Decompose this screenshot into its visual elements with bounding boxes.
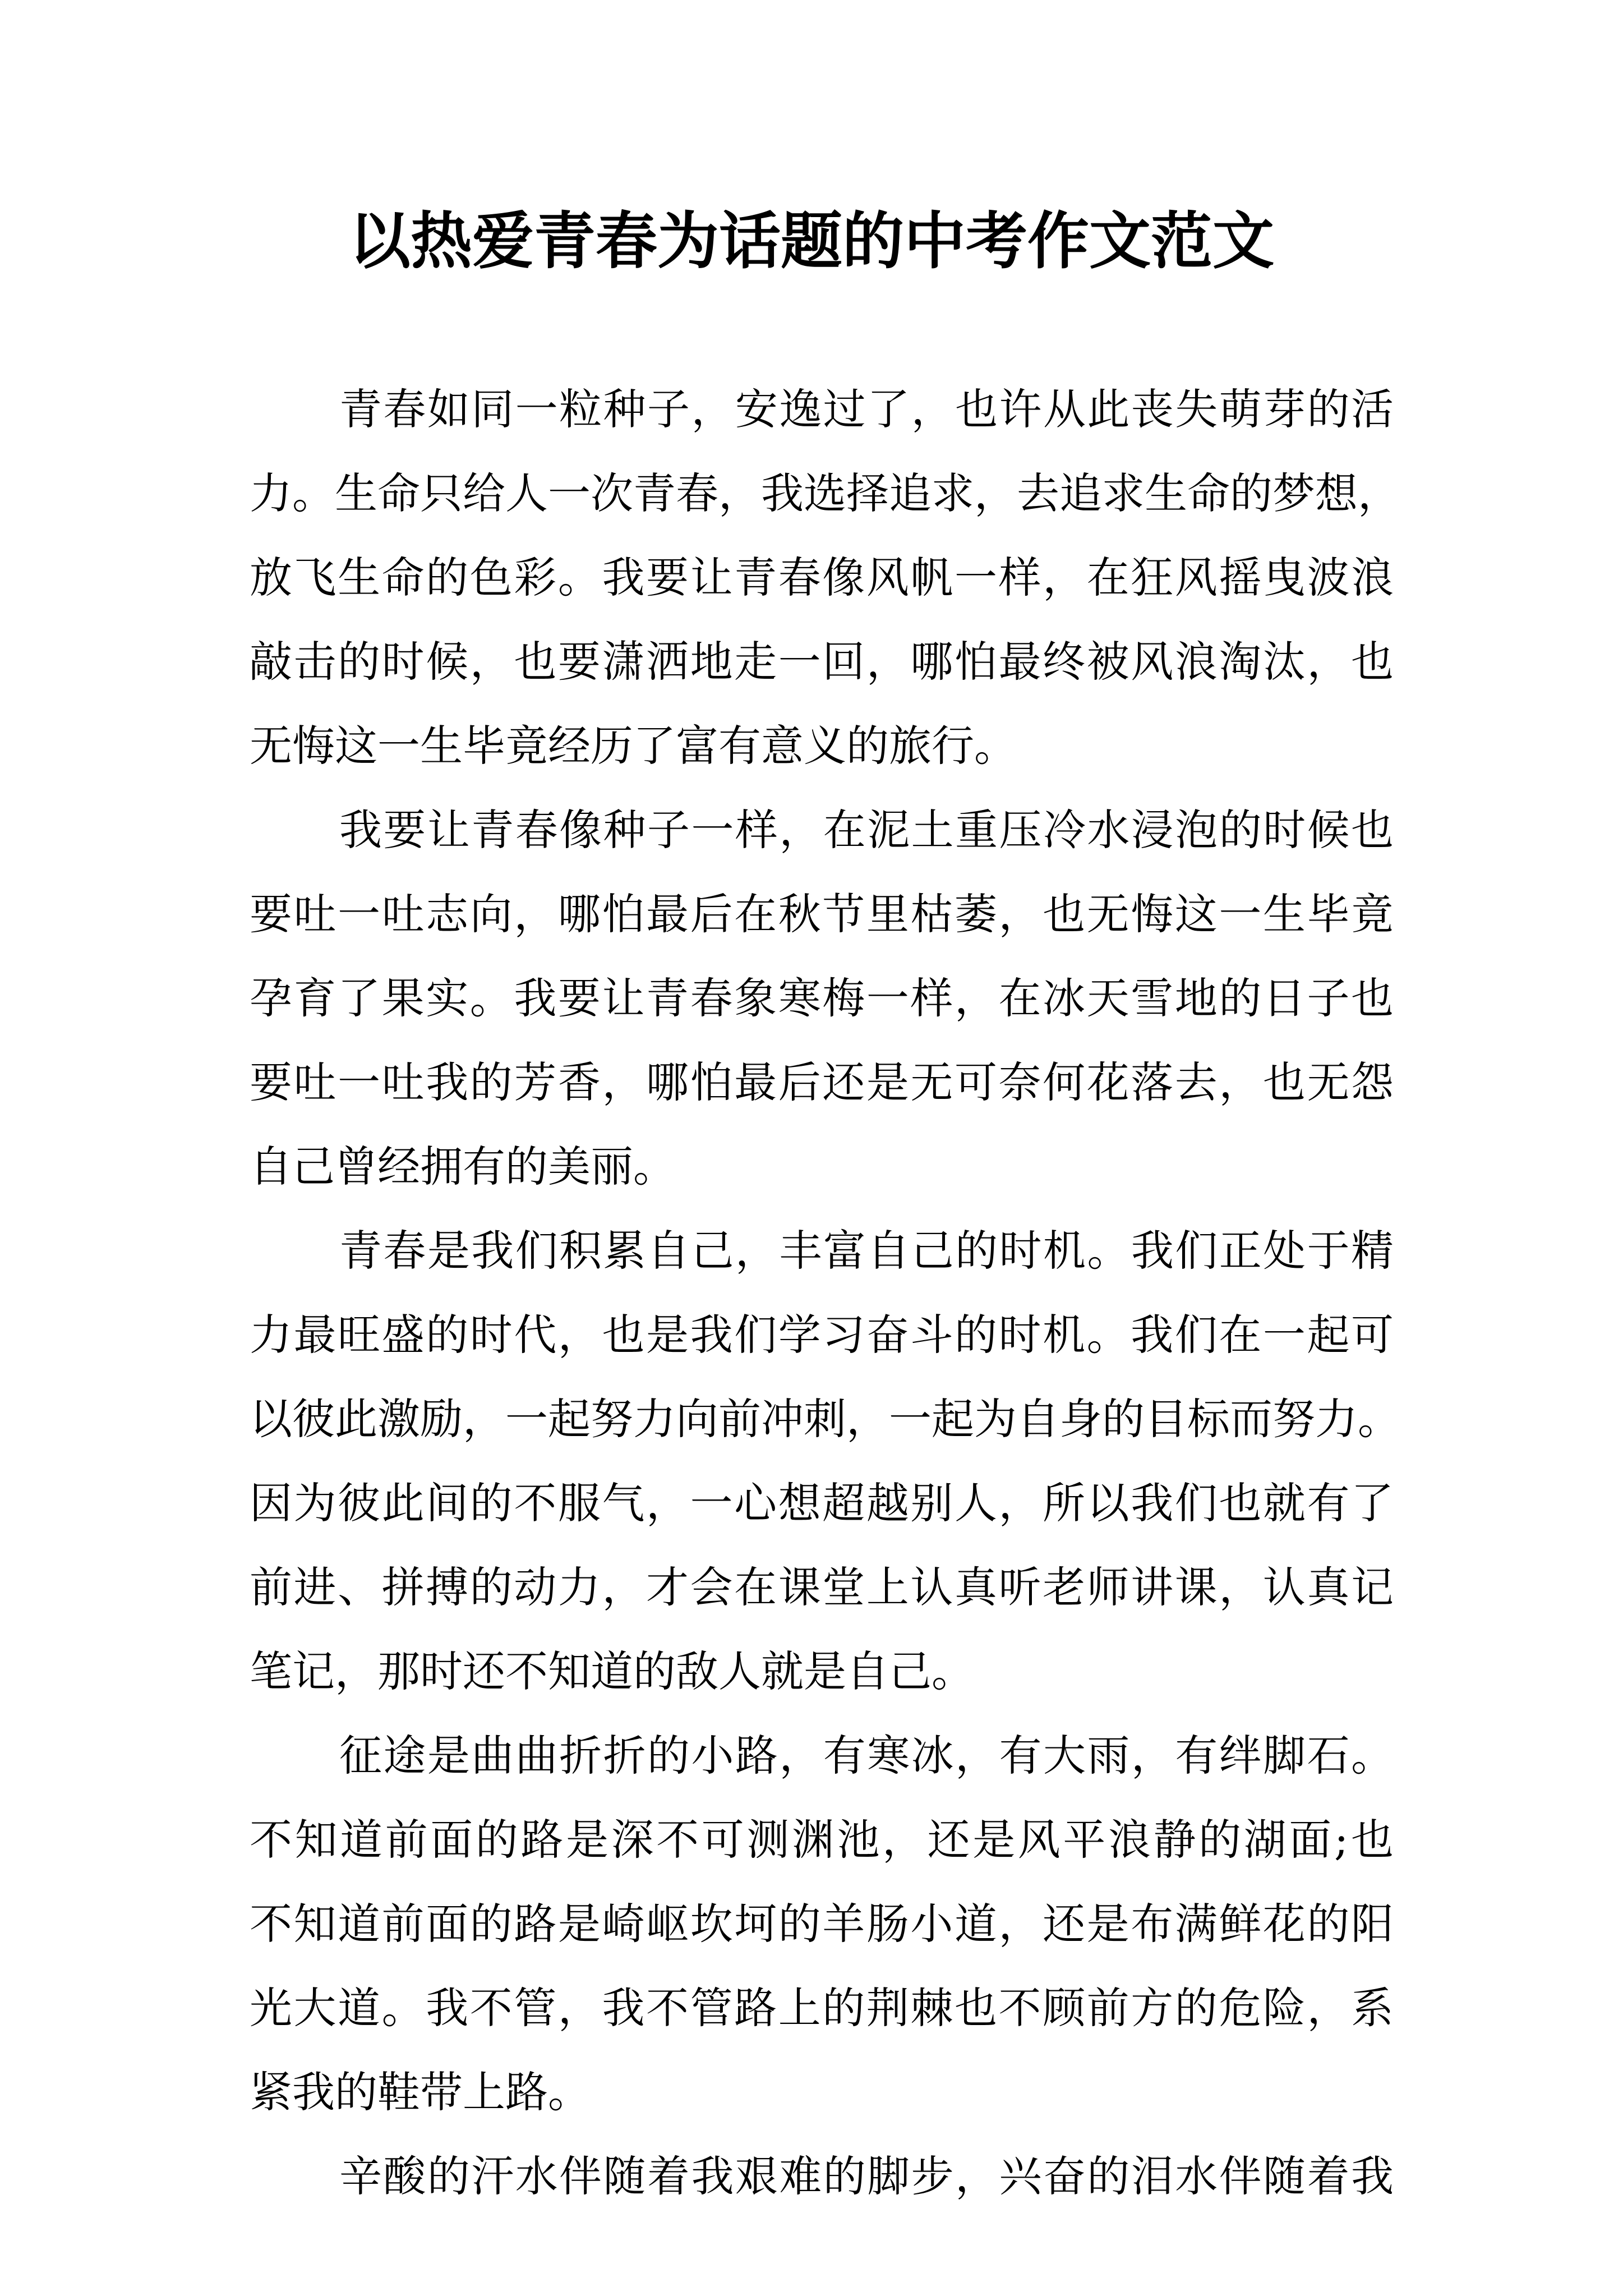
paragraph-2-line-5: 自己曾经拥有的美丽。 [250,1142,676,1191]
paragraph-1-line-2: 力。生命只给人一次青春，我选择追求，去追求生命的梦想， [250,468,1400,518]
paragraph-4-line-5: 紧我的鞋带上路。 [250,2067,591,2117]
paragraph-3-line-2: 力最旺盛的时代，也是我们学习奋斗的时机。我们在一起可 [250,1310,1394,1360]
paragraph-3-line-1: 青春是我们积累自己，丰富自己的时机。我们正处于精 [339,1226,1394,1276]
paragraph-1-line-4: 敲击的时候，也要潇洒地走一回，哪怕最终被风浪淘汰，也 [250,637,1394,687]
paragraph-3-line-4: 因为彼此间的不服气，一心想超越别人，所以我们也就有了 [250,1478,1394,1528]
paragraph-1-line-1: 青春如同一粒种子，安逸过了，也许从此丧失萌芽的活 [339,384,1394,434]
document-title: 以热爱青春为话题的中考作文范文 [349,205,1274,277]
paragraph-4-line-3: 不知道前面的路是崎岖坎坷的羊肠小道，还是布满鲜花的阳 [250,1899,1394,1949]
paragraph-3-line-5: 前进、拼搏的动力，才会在课堂上认真听老师讲课，认真记 [250,1562,1394,1612]
paragraph-4-line-1: 征途是曲曲折折的小路，有寒冰，有大雨，有绊脚石。 [339,1731,1394,1780]
paragraph-2-line-3: 孕育了果实。我要让青春象寒梅一样，在冰天雪地的日子也 [250,973,1394,1023]
paragraph-4-line-4: 光大道。我不管，我不管路上的荆棘也不顾前方的危险，系 [250,1983,1394,2033]
paragraph-3-line-3: 以彼此激励，一起努力向前冲刺，一起为自身的目标而努力。 [250,1394,1400,1444]
paragraph-4-line-2: 不知道前面的路是深不可测渊池，还是风平浪静的湖面;也 [250,1815,1394,1865]
document-body [250,367,1400,2219]
paragraph-3-line-6: 笔记，那时还不知道的敌人就是自己。 [250,1646,974,1696]
paragraph-1-line-5: 无悔这一生毕竟经历了富有意义的旅行。 [250,721,1017,771]
paragraph-2-line-4: 要吐一吐我的芳香，哪怕最后还是无可奈何花落去，也无怨 [250,1057,1394,1107]
paragraph-5-line-1: 辛酸的汗水伴随着我艰难的脚步，兴奋的泪水伴随着我 [339,2151,1394,2201]
paragraph-1-line-3: 放飞生命的色彩。我要让青春像风帆一样，在狂风摇曳波浪 [250,553,1394,602]
paragraph-2-line-2: 要吐一吐志向，哪怕最后在秋节里枯萎，也无悔这一生毕竟 [250,889,1394,939]
paragraph-2-line-1: 我要让青春像种子一样，在泥土重压冷水浸泡的时候也 [339,805,1394,855]
